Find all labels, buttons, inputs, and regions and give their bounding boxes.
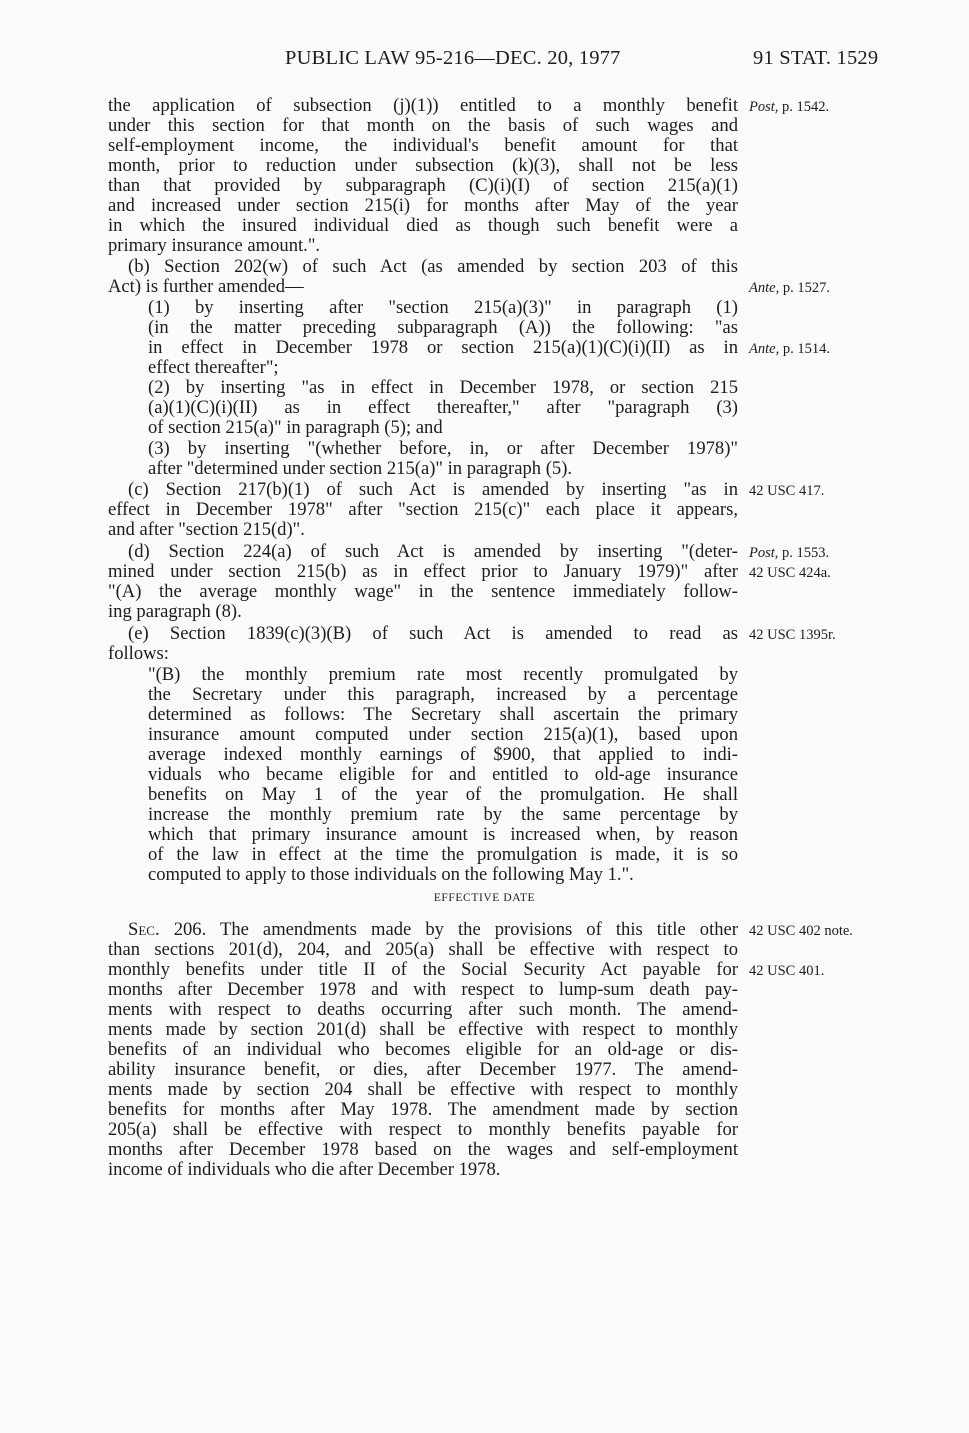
- body-line: ments made by section 201(d) shall be effective with respect to monthly: [108, 1019, 738, 1040]
- quoted-line: viduals who became eligible for and entitled to old-age insurance: [148, 764, 738, 785]
- margin-note: Post, p. 1542.: [749, 99, 830, 115]
- body-line: month, prior to reduction under subsection (k)(3), shall not be less: [108, 155, 738, 176]
- body-line: follows:: [108, 643, 169, 664]
- body-line: "(A) the average monthly wage" in the sentence immediately follow-: [108, 581, 738, 602]
- body-line: self-employment income, the individual's benefit amount for that: [108, 135, 738, 156]
- running-header: [0, 47, 969, 75]
- quoted-line: insurance amount computed under section 215(a)(1), based upon: [148, 724, 738, 745]
- sec-206-text: 206. The amendments made by the provisions of this title other: [173, 919, 738, 940]
- quoted-line: the Secretary under this paragraph, increased by a percentage: [148, 684, 738, 705]
- quoted-line: of the law in effect at the time the promulgation is made, it is so: [148, 844, 738, 865]
- body-line: benefits for months after May 1978. The amendment made by section: [108, 1099, 738, 1120]
- body-line: months after December 1978 and with respect to lump-sum death pay-: [108, 979, 738, 1000]
- body-line: mined under section 215(b) as in effect prior to January 1979)" after: [108, 561, 738, 582]
- quoted-line: increase the monthly premium rate by the same percentage by: [148, 804, 738, 825]
- margin-note: 42 USC 1395r.: [749, 627, 836, 643]
- margin-note: Post, p. 1553.: [749, 545, 830, 561]
- body-line: effect thereafter";: [148, 357, 279, 378]
- body-line: (1) by inserting after "section 215(a)(3)" in paragraph (1): [148, 297, 738, 318]
- section-heading: EFFECTIVE DATE: [433, 892, 536, 904]
- body-line: effect in December 1978" after "section 215(c)" each place it appears,: [108, 499, 738, 520]
- margin-note: 42 USC 401.: [749, 963, 825, 979]
- body-line: (b) Section 202(w) of such Act (as amended by section 203 of this: [128, 256, 738, 277]
- body-line: under this section for that month on the basis of such wages and: [108, 115, 738, 136]
- quoted-line: determined as follows: The Secretary shall ascertain the primary: [148, 704, 738, 725]
- margin-note: 42 USC 424a.: [749, 565, 831, 581]
- body-line: (a)(1)(C)(i)(II) as in effect thereafter," after "paragraph (3): [148, 397, 738, 418]
- body-line: than that provided by subparagraph (C)(i)(I) of section 215(a)(1): [108, 175, 738, 196]
- body-line: (d) Section 224(a) of such Act is amended by inserting "(deter-: [128, 541, 738, 562]
- quoted-line: average indexed monthly earnings of $900, that applied to indi-: [148, 744, 738, 765]
- body-line: (c) Section 217(b)(1) of such Act is amended by inserting "as in: [128, 479, 738, 500]
- body-line: 205(a) shall be effective with respect to monthly benefits payable for: [108, 1119, 738, 1140]
- header-stat-citation: 91 STAT. 1529: [753, 47, 879, 69]
- body-line: and increased under section 215(i) for months after May of the year: [108, 195, 738, 216]
- body-line: primary insurance amount.".: [108, 235, 321, 256]
- margin-note: 42 USC 417.: [749, 483, 825, 499]
- body-line: the application of subsection (j)(1)) entitled to a monthly benefit: [108, 95, 738, 116]
- body-line: ability insurance benefit, or dies, after December 1977. The amend-: [108, 1059, 738, 1080]
- body-line: after "determined under section 215(a)" in paragraph (5).: [148, 458, 573, 479]
- body-line: (in the matter preceding subparagraph (A)) the following: "as: [148, 317, 738, 338]
- body-line: (2) by inserting "as in effect in December 1978, or section 215: [148, 377, 738, 398]
- body-line: in which the insured individual died as though such benefit were a: [108, 215, 738, 236]
- body-line: (3) by inserting "(whether before, in, or after December 1978)": [148, 438, 738, 459]
- body-line: ments with respect to deaths occurring after such month. The amend-: [108, 999, 738, 1020]
- sec-label: Sec.: [128, 919, 160, 940]
- header-title: PUBLIC LAW 95-216—DEC. 20, 1977: [285, 47, 621, 69]
- section-206-first-line: [128, 920, 738, 940]
- quoted-line: which that primary insurance amount is increased when, by reason: [148, 824, 738, 845]
- body-line: than sections 201(d), 204, and 205(a) shall be effective with respect to: [108, 939, 738, 960]
- quoted-line: benefits on May 1 of the year of the promulgation. He shall: [148, 784, 738, 805]
- quoted-line: computed to apply to those individuals on the following May 1.".: [148, 864, 634, 885]
- body-line: Act) is further amended—: [108, 276, 304, 297]
- body-line: ing paragraph (8).: [108, 601, 242, 622]
- body-line: months after December 1978 based on the wages and self-employment: [108, 1139, 738, 1160]
- body-line: income of individuals who die after December 1978.: [108, 1159, 501, 1180]
- margin-note: Ante, p. 1527.: [749, 280, 830, 296]
- margin-note: Ante, p. 1514.: [749, 341, 830, 357]
- body-line: (e) Section 1839(c)(3)(B) of such Act is amended to read as: [128, 623, 738, 644]
- margin-note: 42 USC 402 note.: [749, 923, 853, 939]
- body-line: of section 215(a)" in paragraph (5); and: [148, 417, 443, 438]
- body-line: benefits of an individual who becomes eligible for an old-age or dis-: [108, 1039, 738, 1060]
- body-line: in effect in December 1978 or section 215(a)(1)(C)(i)(II) as in: [148, 337, 738, 358]
- quoted-line: "(B) the monthly premium rate most recently promulgated by: [148, 664, 738, 685]
- body-line: ments made by section 204 shall be effective with respect to monthly: [108, 1079, 738, 1100]
- body-line: and after "section 215(d)".: [108, 519, 305, 540]
- body-line: monthly benefits under title II of the Social Security Act payable for: [108, 959, 738, 980]
